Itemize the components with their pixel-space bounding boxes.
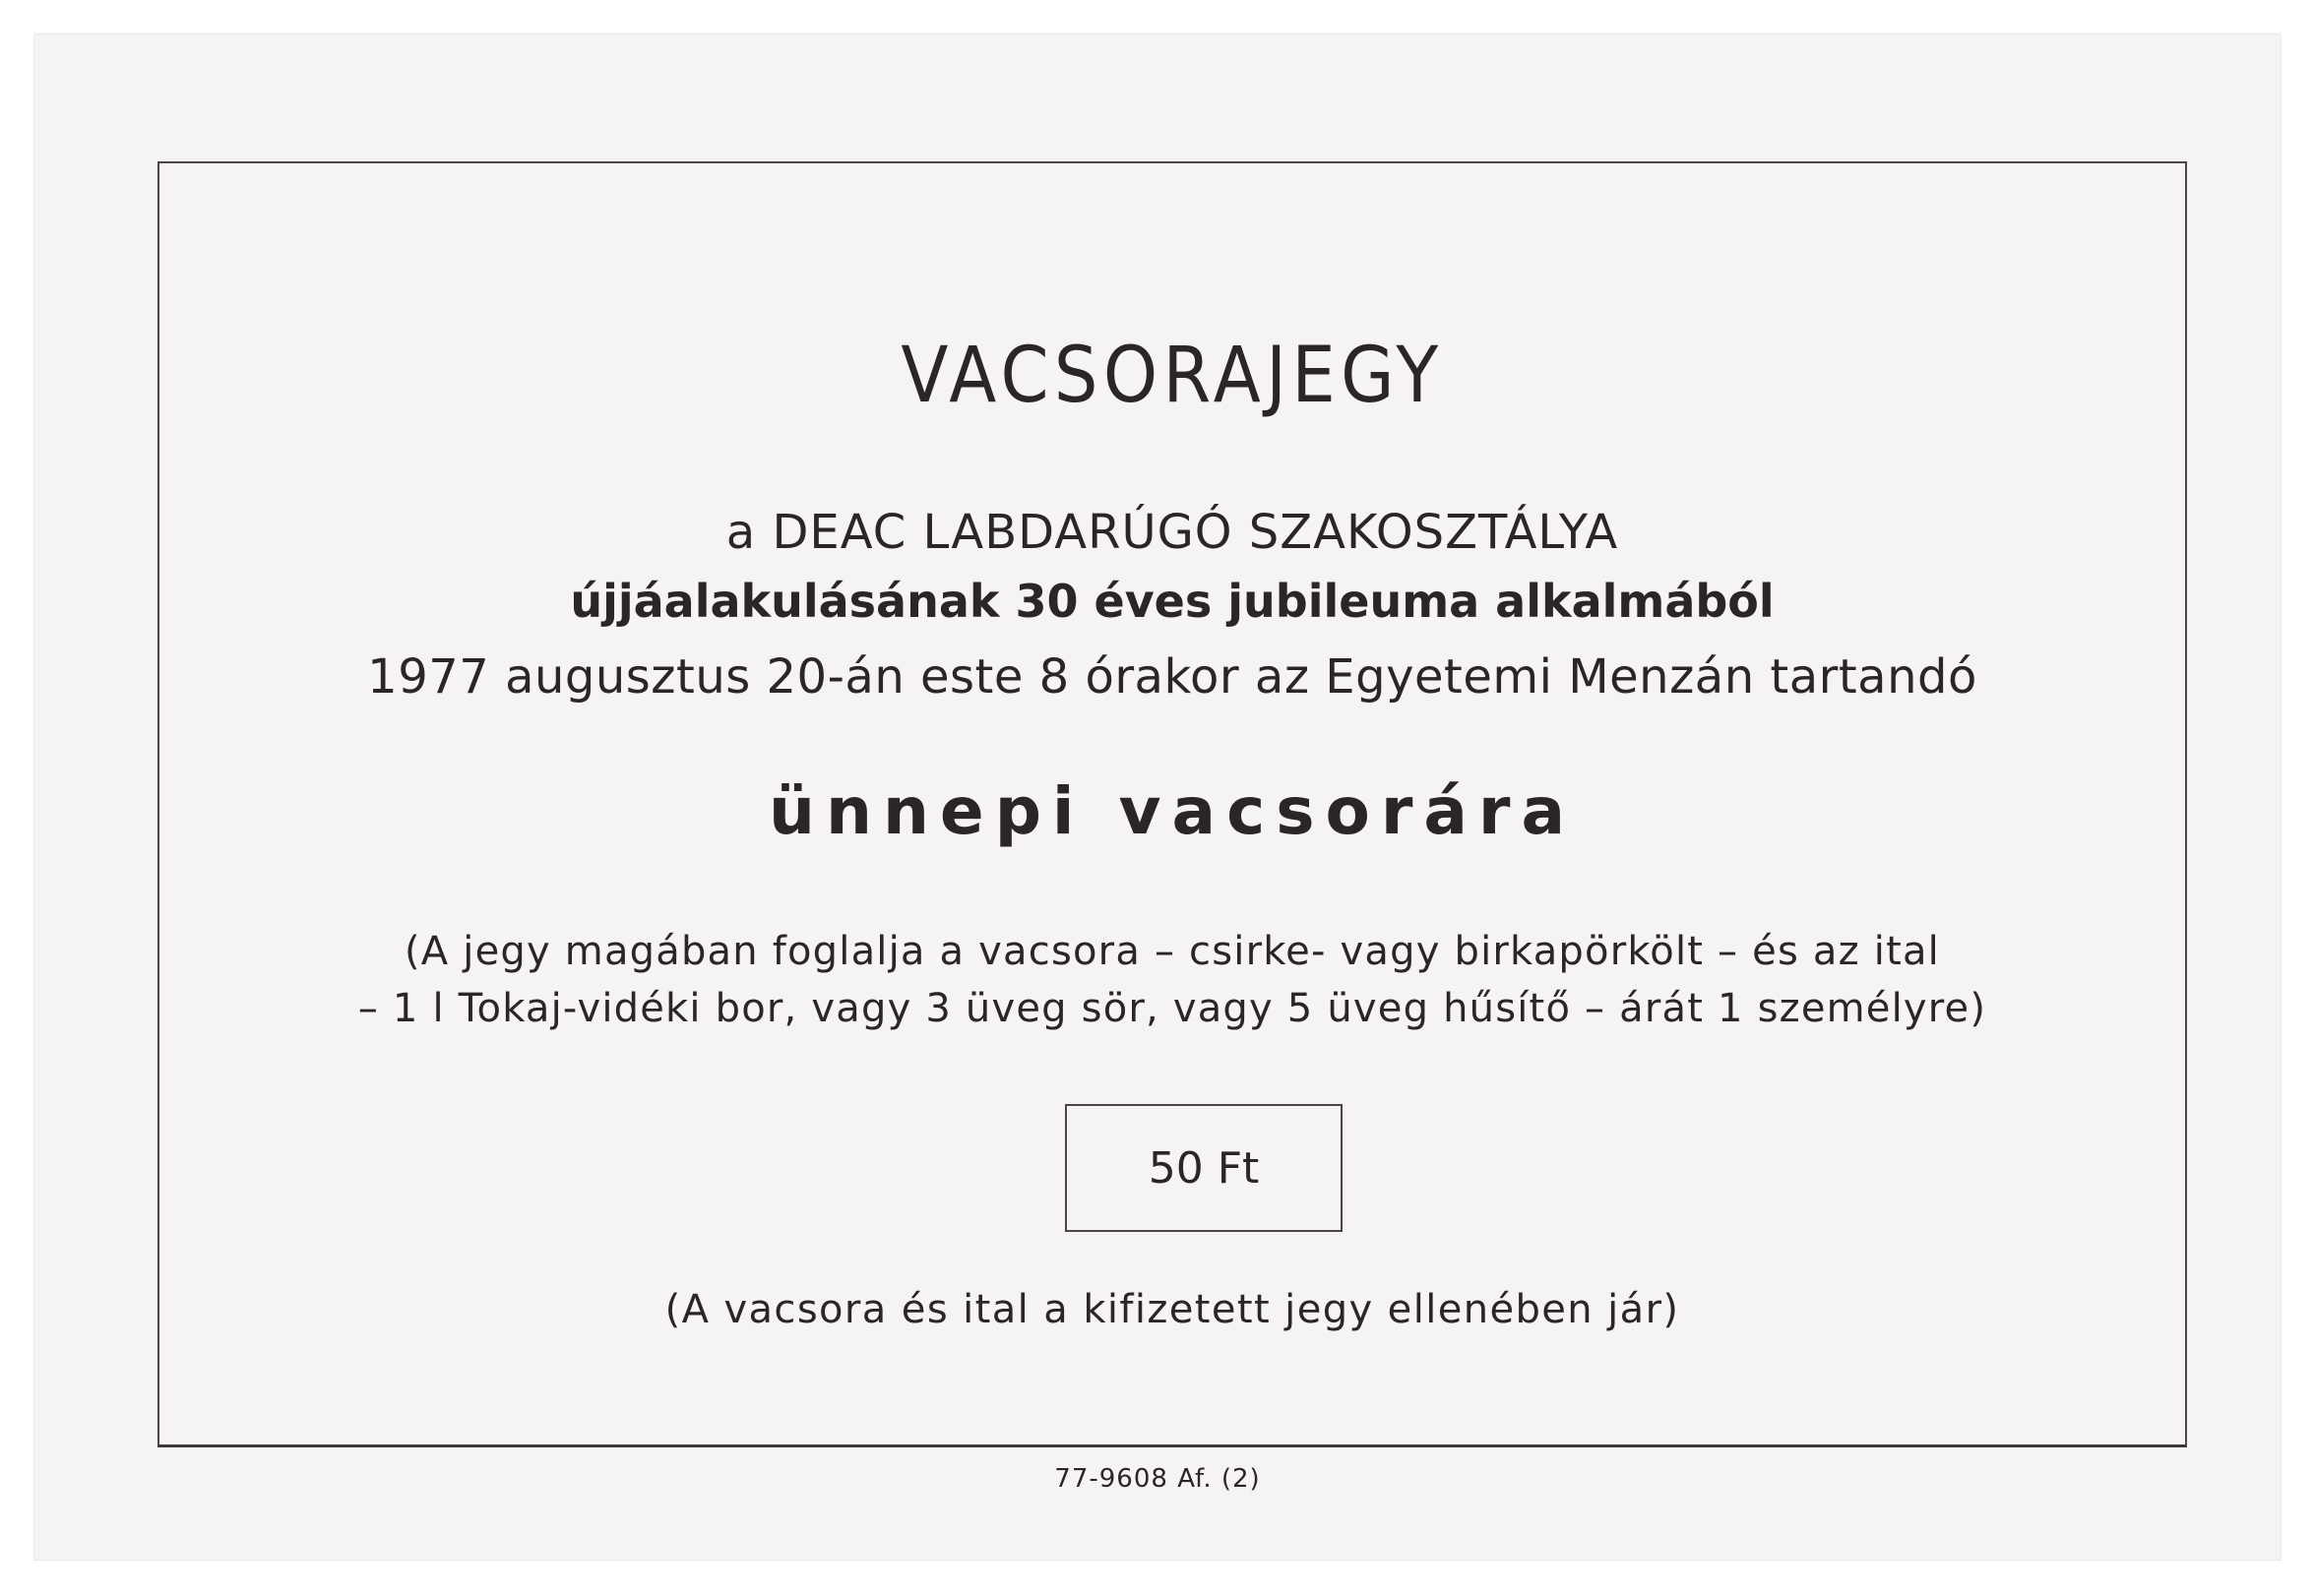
jubilee-line: újjáalakulásának 30 éves jubileuma alkalmából (570, 575, 1775, 628)
ticket-title: VACSORAJEGY (901, 332, 1444, 420)
ticket-frame (157, 161, 2187, 1447)
inclusion-note-line-2: – 1 l Tokaj-vidéki bor, vagy 3 üveg sör, vagy 5 üveg hűsítő – árát 1 személyre) (357, 986, 1987, 1031)
date-line: 1977 augusztus 20-án este 8 órakor az Egyetemi Menzán tartandó (367, 649, 1977, 705)
price-value: 50 Ft (1148, 1143, 1260, 1194)
inclusion-note-line-1: (A jegy magában foglalja a vacsora – csirke- vagy birkapörkölt – és az ital (405, 929, 1940, 974)
organizer-line: a DEAC LABDARÚGÓ SZAKOSZTÁLYA (725, 505, 1619, 560)
print-code: 77-9608 Af. (2) (1054, 1464, 1261, 1494)
price-box (1065, 1104, 1343, 1232)
event-name: ünnepi vacsorára (768, 773, 1577, 849)
dinner-ticket (33, 33, 2282, 1561)
closing-note: (A vacsora és ital a kifizetett jegy ellenében jár) (664, 1287, 1680, 1332)
